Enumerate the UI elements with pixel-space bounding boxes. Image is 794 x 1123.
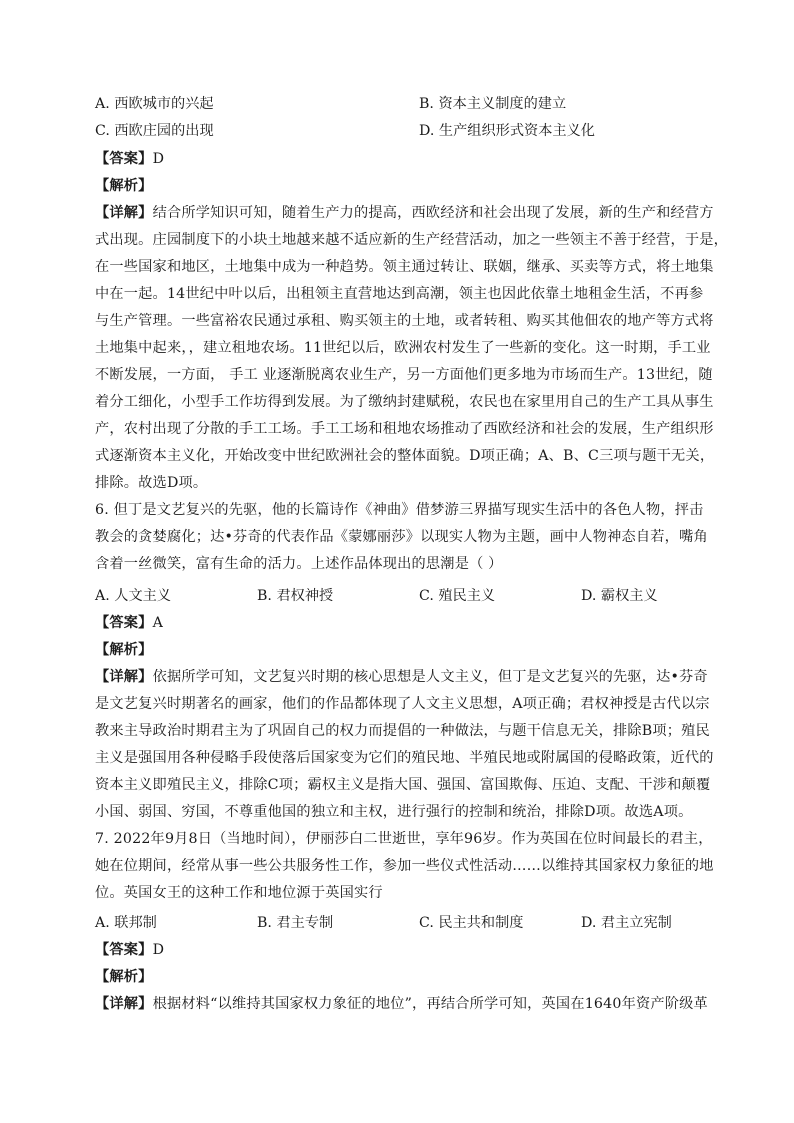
q5-option-c: C. 西欧庄园的出现 — [95, 123, 214, 139]
q5-detail-line: 产，农村出现了分散的手工工场。手工工场和租地农场推动了西欧经济和社会的发展，生产组织形 — [95, 421, 714, 437]
answer-value: D — [152, 151, 165, 167]
q5-option-a: A. 西欧城市的兴起 — [95, 96, 214, 112]
q7-detail-line — [95, 994, 708, 1014]
q6-option-a: A. 人文主义 — [95, 588, 172, 604]
q7-option-b: B. 君主专制 — [257, 915, 334, 931]
q7-option-a: A. 联邦制 — [95, 915, 157, 931]
q6-option-d: D. 霸权主义 — [581, 588, 658, 604]
q6-detail-line: 主义是强国用各种侵略手段使落后国家变为它们的殖民地、半殖民地或附属国的侵略政策，近代的 — [95, 750, 714, 766]
q5-detail-line: 土地集中起来，，建立租地农场。11世纪以后，欧洲农村发生了一些新的变化。这一时期，手工业 — [95, 340, 711, 356]
q5-detail-line: 式出现。庄园制度下的小块土地越来越不适应新的生产经营活动，加之一些领主不善于经营，于是， — [95, 232, 729, 248]
q5-option-b: B. 资本主义制度的建立 — [419, 96, 567, 112]
q5-option-d: D. 生产组织形式资本主义化 — [419, 123, 595, 139]
q6-detail-line: 是文艺复兴时期著名的画家，他们的作品都体现了人文主义思想，A项正确；君权神授是古代以宗 — [95, 696, 710, 712]
q6-option-c: C. 殖民主义 — [419, 588, 496, 604]
detail-tag: 【详解】 — [95, 205, 153, 221]
q6-stem-line: 含着一丝微笑，富有生命的活力。上述作品体现出的思潮是（ ） — [95, 556, 503, 572]
answer-tag: 【答案】 — [95, 615, 153, 631]
q5-detail-line: 排除。故选D项。 — [95, 475, 208, 491]
q6-detail-line — [95, 667, 708, 687]
detail-tag: 【详解】 — [95, 669, 153, 685]
q7-option-c: C. 民主共和制度 — [419, 915, 524, 931]
q6-detail-line: 资本主义即殖民主义，排除C项；霸权主义是指大国、强国、富国欺侮、压迫、支配、干涉和颠覆 — [95, 777, 711, 793]
answer-value: D — [152, 942, 165, 958]
q5-detail-line: 式逐渐资本主义化，开始改变中世纪欧洲社会的整体面貌。D项正确；A、B、C三项与题干无关， — [95, 448, 715, 464]
q5-answer — [95, 149, 164, 169]
q5-detail-line — [95, 203, 714, 223]
q7-analysis-tag: 【解析】 — [95, 969, 153, 985]
q5-detail-text: 结合所学知识可知，随着生产力的提高，西欧经济和社会出现了发展，新的生产和经营方 — [152, 205, 714, 221]
q5-detail-line: 与生产管理。一些富裕农民通过承租、购买领主的土地，或者转租、购买其他佃农的地产等方式将 — [95, 313, 714, 329]
q5-detail-line: 在一些国家和地区，土地集中成为一种趋势。领主通过转让、联姻，继承、买卖等方式，将土地集 — [95, 259, 714, 275]
q5-detail-line: 不断发展，一方面， 手工 业逐渐脱离农业生产，另一方面他们更多地为市场而生产。13世纪，随 — [95, 367, 713, 383]
q6-answer — [95, 613, 163, 633]
q6-analysis-tag: 【解析】 — [95, 642, 153, 658]
answer-tag: 【答案】 — [95, 942, 153, 958]
q7-answer — [95, 940, 164, 960]
q6-detail-text: 依据所学可知，文艺复兴时期的核心思想是人文主义，但丁是文艺复兴的先驱，达•芬奇 — [152, 669, 708, 685]
q6-stem-line: 6. 但丁是文艺复兴的先驱，他的长篇诗作《神曲》借梦游三界描写现实生活中的各色人物，抨击 — [95, 502, 704, 518]
detail-tag: 【详解】 — [95, 996, 153, 1012]
q6-detail-line: 小国、弱国、穷国，不尊重他国的独立和主权，进行强行的控制和统治，排除D项。故选A项。 — [95, 804, 693, 820]
q7-option-d: D. 君主立宪制 — [581, 915, 672, 931]
answer-value: A — [152, 615, 164, 631]
q5-detail-line: 着分工细化，小型手工作坊得到发展。为了缴纳封建赋税，农民也在家里用自己的生产工具从事生 — [95, 394, 714, 410]
q7-stem-line: 她在位期间，经常从事一些公共服务性工作，参加一些仪式性活动……以维持其国家权力象征的地 — [95, 858, 714, 874]
q5-detail-line: 中在一起。14世纪中叶以后，出租领主直营地达到高潮，领主也因此依靠土地租金生活，不再参 — [95, 286, 704, 302]
q7-detail-text: 根据材料“以维持其国家权力象征的地位”，再结合所学可知，英国在1640年资产阶级革 — [152, 996, 708, 1012]
q6-stem-line: 教会的贪婪腐化；达•芬奇的代表作品《蒙娜丽莎》以现实人物为主题，画中人物神态自若，嘴角 — [95, 529, 708, 545]
q6-option-b: B. 君权神授 — [257, 588, 334, 604]
q7-stem-line: 位。英国女王的这种工作和地位源于英国实行 — [95, 885, 383, 901]
q7-stem-line: 7. 2022年9月8日（当地时间），伊丽莎白二世逝世，享年96岁。作为英国在位时间最长的君主， — [95, 831, 713, 847]
answer-tag: 【答案】 — [95, 151, 153, 167]
q6-detail-line: 教来主导政治时期君主为了巩固自己的权力而提倡的一种做法，与题干信息无关，排除B项；殖民 — [95, 723, 710, 739]
q5-analysis-tag: 【解析】 — [95, 178, 153, 194]
